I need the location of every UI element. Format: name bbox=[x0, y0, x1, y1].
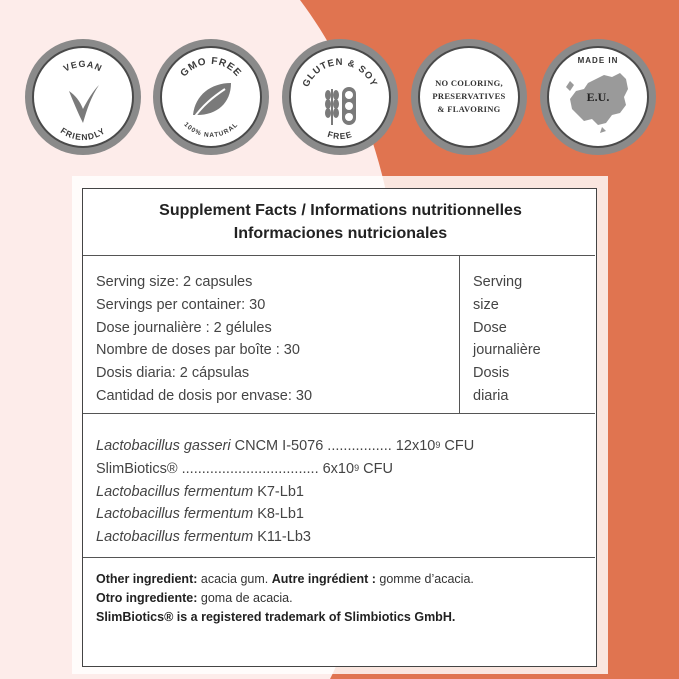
serving-header-line: diaria bbox=[473, 387, 509, 404]
badge-row bbox=[0, 0, 679, 160]
serving-header-line: journalière bbox=[473, 342, 541, 359]
serving-header-line: Dose bbox=[473, 319, 507, 336]
notes-line bbox=[96, 589, 474, 608]
leader-dots: .................................. bbox=[177, 460, 319, 477]
supplement-facts-table bbox=[82, 188, 597, 667]
ingredient-strain: K7-Lb1 bbox=[253, 483, 304, 500]
serving-line: Dose journalière : 2 gélules bbox=[96, 319, 272, 336]
serving-header-column bbox=[473, 271, 541, 408]
divider bbox=[83, 557, 595, 558]
gluten-soy-free-badge bbox=[282, 39, 398, 155]
serving-line: Cantidad de dosis por envase: 30 bbox=[96, 387, 313, 404]
serving-line: Dosis diaria: 2 cápsulas bbox=[96, 365, 250, 382]
note-label: Otro ingrediente: bbox=[96, 591, 198, 605]
ingredient-row bbox=[96, 503, 576, 526]
note-value: gomme d’acacia. bbox=[375, 572, 474, 586]
svg-text:100% NATURAL: 100% NATURAL bbox=[182, 121, 240, 140]
ingredient-row bbox=[96, 526, 576, 549]
badge-top-text: MADE IN bbox=[577, 56, 619, 65]
note-label: Autre ingrédient : bbox=[271, 572, 376, 586]
ingredient-list bbox=[96, 435, 576, 549]
ingredient-species: Lactobacillus fermentum bbox=[96, 506, 254, 523]
ingredient-notes bbox=[96, 570, 474, 627]
amount-unit: CFU bbox=[440, 438, 475, 454]
serving-line: Serving size: 2 capsules bbox=[96, 274, 253, 290]
divider bbox=[83, 413, 595, 414]
note-value: goma de acacia. bbox=[197, 591, 293, 605]
made-in-eu-badge bbox=[540, 39, 656, 155]
ingredient-amount: 12x10 bbox=[391, 438, 436, 454]
notes-line bbox=[96, 570, 474, 589]
serving-line: Nombre de doses par boîte : 30 bbox=[96, 342, 300, 359]
ingredient-row bbox=[96, 481, 576, 504]
badge-line: NO COLORING, bbox=[435, 78, 503, 88]
note-label: Other ingredient: bbox=[96, 572, 198, 586]
svg-text:FRIENDLY: FRIENDLY bbox=[58, 125, 108, 143]
notes-line bbox=[96, 608, 474, 627]
badge-line: & FLAVORING bbox=[437, 104, 501, 114]
svg-text:GMO FREE: GMO FREE bbox=[178, 55, 244, 80]
amount-exponent: 9 bbox=[354, 462, 360, 473]
serving-info-list bbox=[96, 271, 312, 408]
amount-unit: CFU bbox=[359, 460, 393, 477]
amount-exponent: 9 bbox=[435, 440, 441, 450]
divider bbox=[83, 255, 595, 256]
leader-dots: ................ bbox=[323, 438, 392, 454]
badge-line: PRESERVATIVES bbox=[432, 91, 506, 101]
trademark-note: SlimBiotics® is a registered trademark of Slimbiotics GmbH. bbox=[96, 610, 456, 624]
ingredient-strain: K8-Lb1 bbox=[253, 506, 304, 523]
leaf-icon bbox=[193, 83, 231, 119]
ingredient-strain: CNCM I-5076 bbox=[230, 438, 324, 454]
checkmark-icon bbox=[69, 85, 99, 123]
ingredient-species: Lactobacillus fermentum bbox=[96, 529, 254, 546]
serving-header-line: size bbox=[473, 296, 499, 313]
gmo-free-badge bbox=[153, 39, 269, 155]
serving-header-line: Dosis bbox=[473, 365, 510, 382]
column-divider bbox=[459, 256, 460, 413]
no-additives-badge bbox=[411, 39, 527, 155]
serving-line: Servings per container: 30 bbox=[96, 296, 266, 313]
serving-header-line: Serving bbox=[473, 274, 523, 290]
svg-text:VEGAN: VEGAN bbox=[61, 58, 105, 74]
note-value: acacia gum. bbox=[197, 572, 272, 586]
facts-subtitle: Informaciones nutricionales bbox=[233, 225, 448, 242]
ingredient-strain: SlimBiotics® bbox=[96, 460, 178, 477]
wheat-soy-icon bbox=[325, 87, 356, 125]
svg-text:FREE: FREE bbox=[326, 129, 354, 142]
ingredient-species: Lactobacillus gasseri bbox=[96, 438, 231, 454]
ingredient-amount: 6x10 bbox=[318, 460, 355, 477]
ingredient-row bbox=[96, 458, 576, 481]
badge-center-text: E.U. bbox=[586, 90, 610, 104]
ingredient-row bbox=[96, 435, 576, 458]
facts-title: Supplement Facts / Informations nutritionnelles bbox=[159, 202, 522, 219]
ingredient-species: Lactobacillus fermentum bbox=[96, 483, 254, 500]
ingredient-strain: K11-Lb3 bbox=[253, 529, 311, 546]
svg-text:GLUTEN & SOY: GLUTEN & SOY bbox=[300, 56, 380, 89]
vegan-badge bbox=[25, 39, 141, 155]
